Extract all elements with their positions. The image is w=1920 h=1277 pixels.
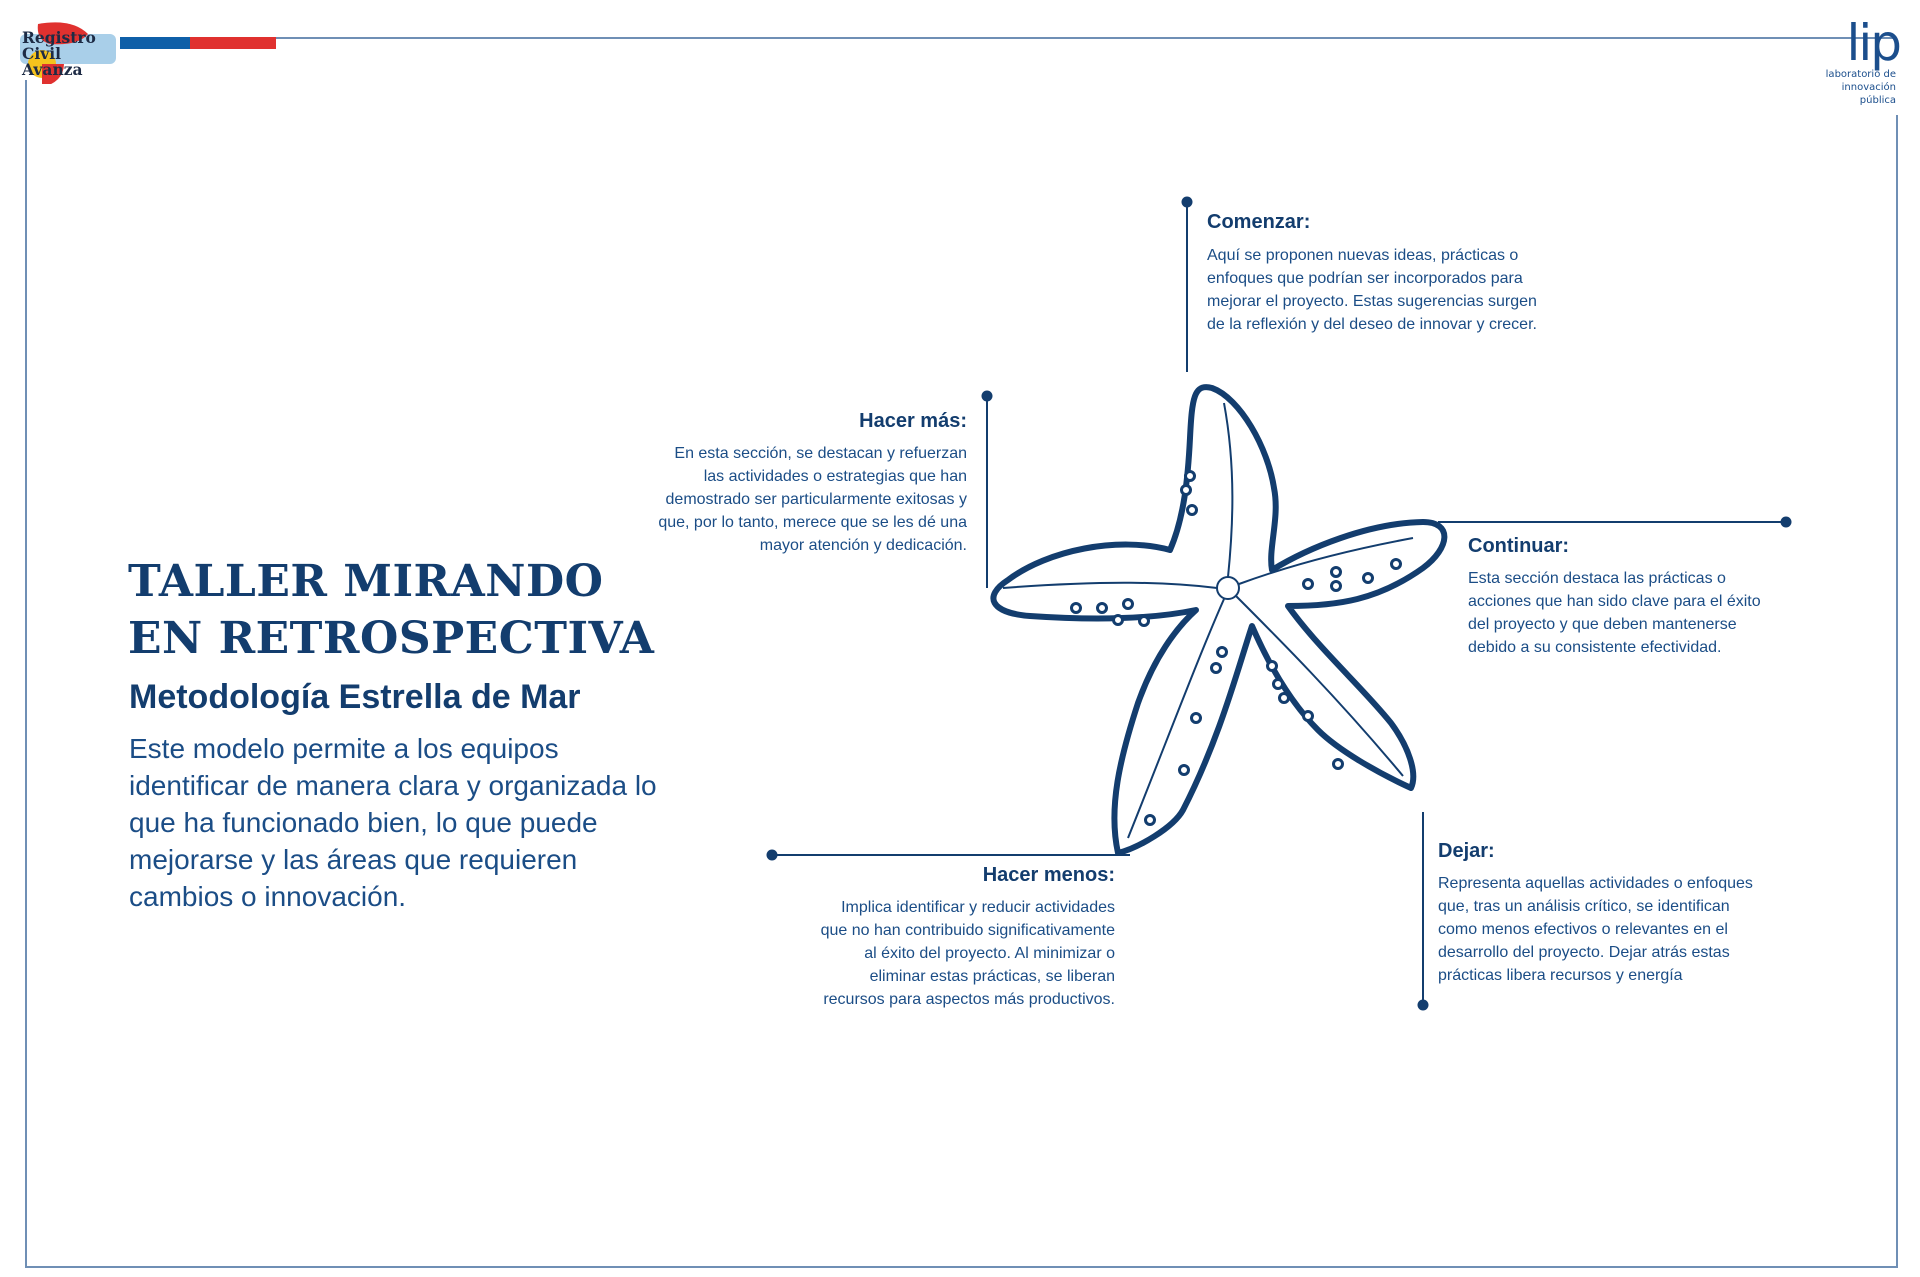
lip-subline-3: pública bbox=[1859, 95, 1896, 106]
lip-subline-1: laboratorio de bbox=[1825, 69, 1896, 80]
continuar-line-2: acciones que han sido clave para el éxito bbox=[1468, 593, 1761, 610]
hacer-menos-line-4: eliminar estas prácticas, se liberan bbox=[869, 968, 1115, 985]
comenzar-line-4: de la reflexión y del deseo de innovar y crecer. bbox=[1207, 316, 1537, 333]
dejar-line-2: que, tras un análisis crítico, se identifican bbox=[1438, 898, 1730, 915]
hacer-mas-line-4: que, por lo tanto, merece que se les dé una bbox=[658, 514, 967, 531]
dot-hacer-mas bbox=[982, 391, 993, 402]
dot-hacer-menos bbox=[767, 850, 778, 861]
hacer-menos-line-1: Implica identificar y reducir actividades bbox=[841, 899, 1115, 916]
section-comenzar-body bbox=[1207, 244, 1607, 336]
logo-line-2: Civil bbox=[22, 44, 62, 63]
hacer-mas-line-3: demostrado ser particularmente exitosas y bbox=[665, 491, 967, 508]
comenzar-line-3: mejorar el proyecto. Estas sugerencias surgen bbox=[1207, 293, 1537, 310]
section-hacer-menos-title: Hacer menos: bbox=[982, 864, 1115, 886]
section-hacer-mas-title: Hacer más: bbox=[859, 410, 967, 432]
title-line-2: EN RETROSPECTIVA bbox=[128, 613, 655, 664]
comenzar-line-1: Aquí se proponen nuevas ideas, prácticas o bbox=[1207, 247, 1519, 264]
dot-comenzar bbox=[1182, 197, 1193, 208]
section-dejar-title: Dejar: bbox=[1438, 840, 1495, 862]
section-continuar-title: Continuar: bbox=[1468, 535, 1570, 557]
dot-continuar bbox=[1781, 517, 1792, 528]
dot-dejar bbox=[1418, 1000, 1429, 1011]
page-subtitle: Metodología Estrella de Mar bbox=[129, 678, 581, 716]
hacer-menos-line-5: recursos para aspectos más productivos. bbox=[823, 991, 1115, 1008]
section-continuar-body bbox=[1468, 567, 1868, 659]
starfish-illustration bbox=[993, 387, 1444, 853]
dejar-line-5: prácticas libera recursos y energía bbox=[1438, 967, 1683, 984]
hacer-mas-line-1: En esta sección, se destacan y refuerzan bbox=[674, 445, 967, 462]
hacer-menos-line-3: al éxito del proyecto. Al minimizar o bbox=[864, 945, 1115, 962]
title-line-1: TALLER MIRANDO bbox=[128, 556, 604, 607]
section-hacer-menos-body bbox=[715, 896, 1115, 1011]
continuar-line-3: del proyecto y que deben mantenerse bbox=[1468, 616, 1737, 633]
page-description: Este modelo permite a los equipos identificar de manera clara y organizada lo que ha funcionado bien, lo que puede mejorarse y las áreas que requieren cambios o innovación. bbox=[129, 733, 657, 912]
lip-wordmark: lip bbox=[1846, 14, 1900, 72]
hacer-mas-line-5: mayor atención y dedicación. bbox=[759, 537, 967, 554]
hacer-menos-line-2: que no han contribuido significativamente bbox=[820, 922, 1115, 939]
logo-line-3: Avanza bbox=[22, 60, 83, 79]
hacer-mas-line-2: las actividades o estrategias que han bbox=[703, 468, 967, 485]
dejar-line-4: desarrollo del proyecto. Dejar atrás estas bbox=[1438, 944, 1730, 961]
continuar-line-4: debido a su consistente efectividad. bbox=[1468, 639, 1722, 656]
dejar-line-1: Representa aquellas actividades o enfoques bbox=[1438, 875, 1753, 892]
section-hacer-mas-body bbox=[567, 442, 967, 557]
section-comenzar-title: Comenzar: bbox=[1207, 211, 1311, 233]
comenzar-line-2: enfoques que podrían ser incorporados para bbox=[1207, 270, 1523, 287]
continuar-line-1: Esta sección destaca las prácticas o bbox=[1468, 570, 1726, 587]
lip-subline-2: innovación bbox=[1841, 82, 1896, 93]
logo-line-1: Registro bbox=[22, 28, 96, 47]
dejar-line-3: como menos efectivos o relevantes en el bbox=[1438, 921, 1728, 938]
starfish-outline bbox=[993, 387, 1444, 853]
section-dejar-body bbox=[1438, 872, 1858, 987]
